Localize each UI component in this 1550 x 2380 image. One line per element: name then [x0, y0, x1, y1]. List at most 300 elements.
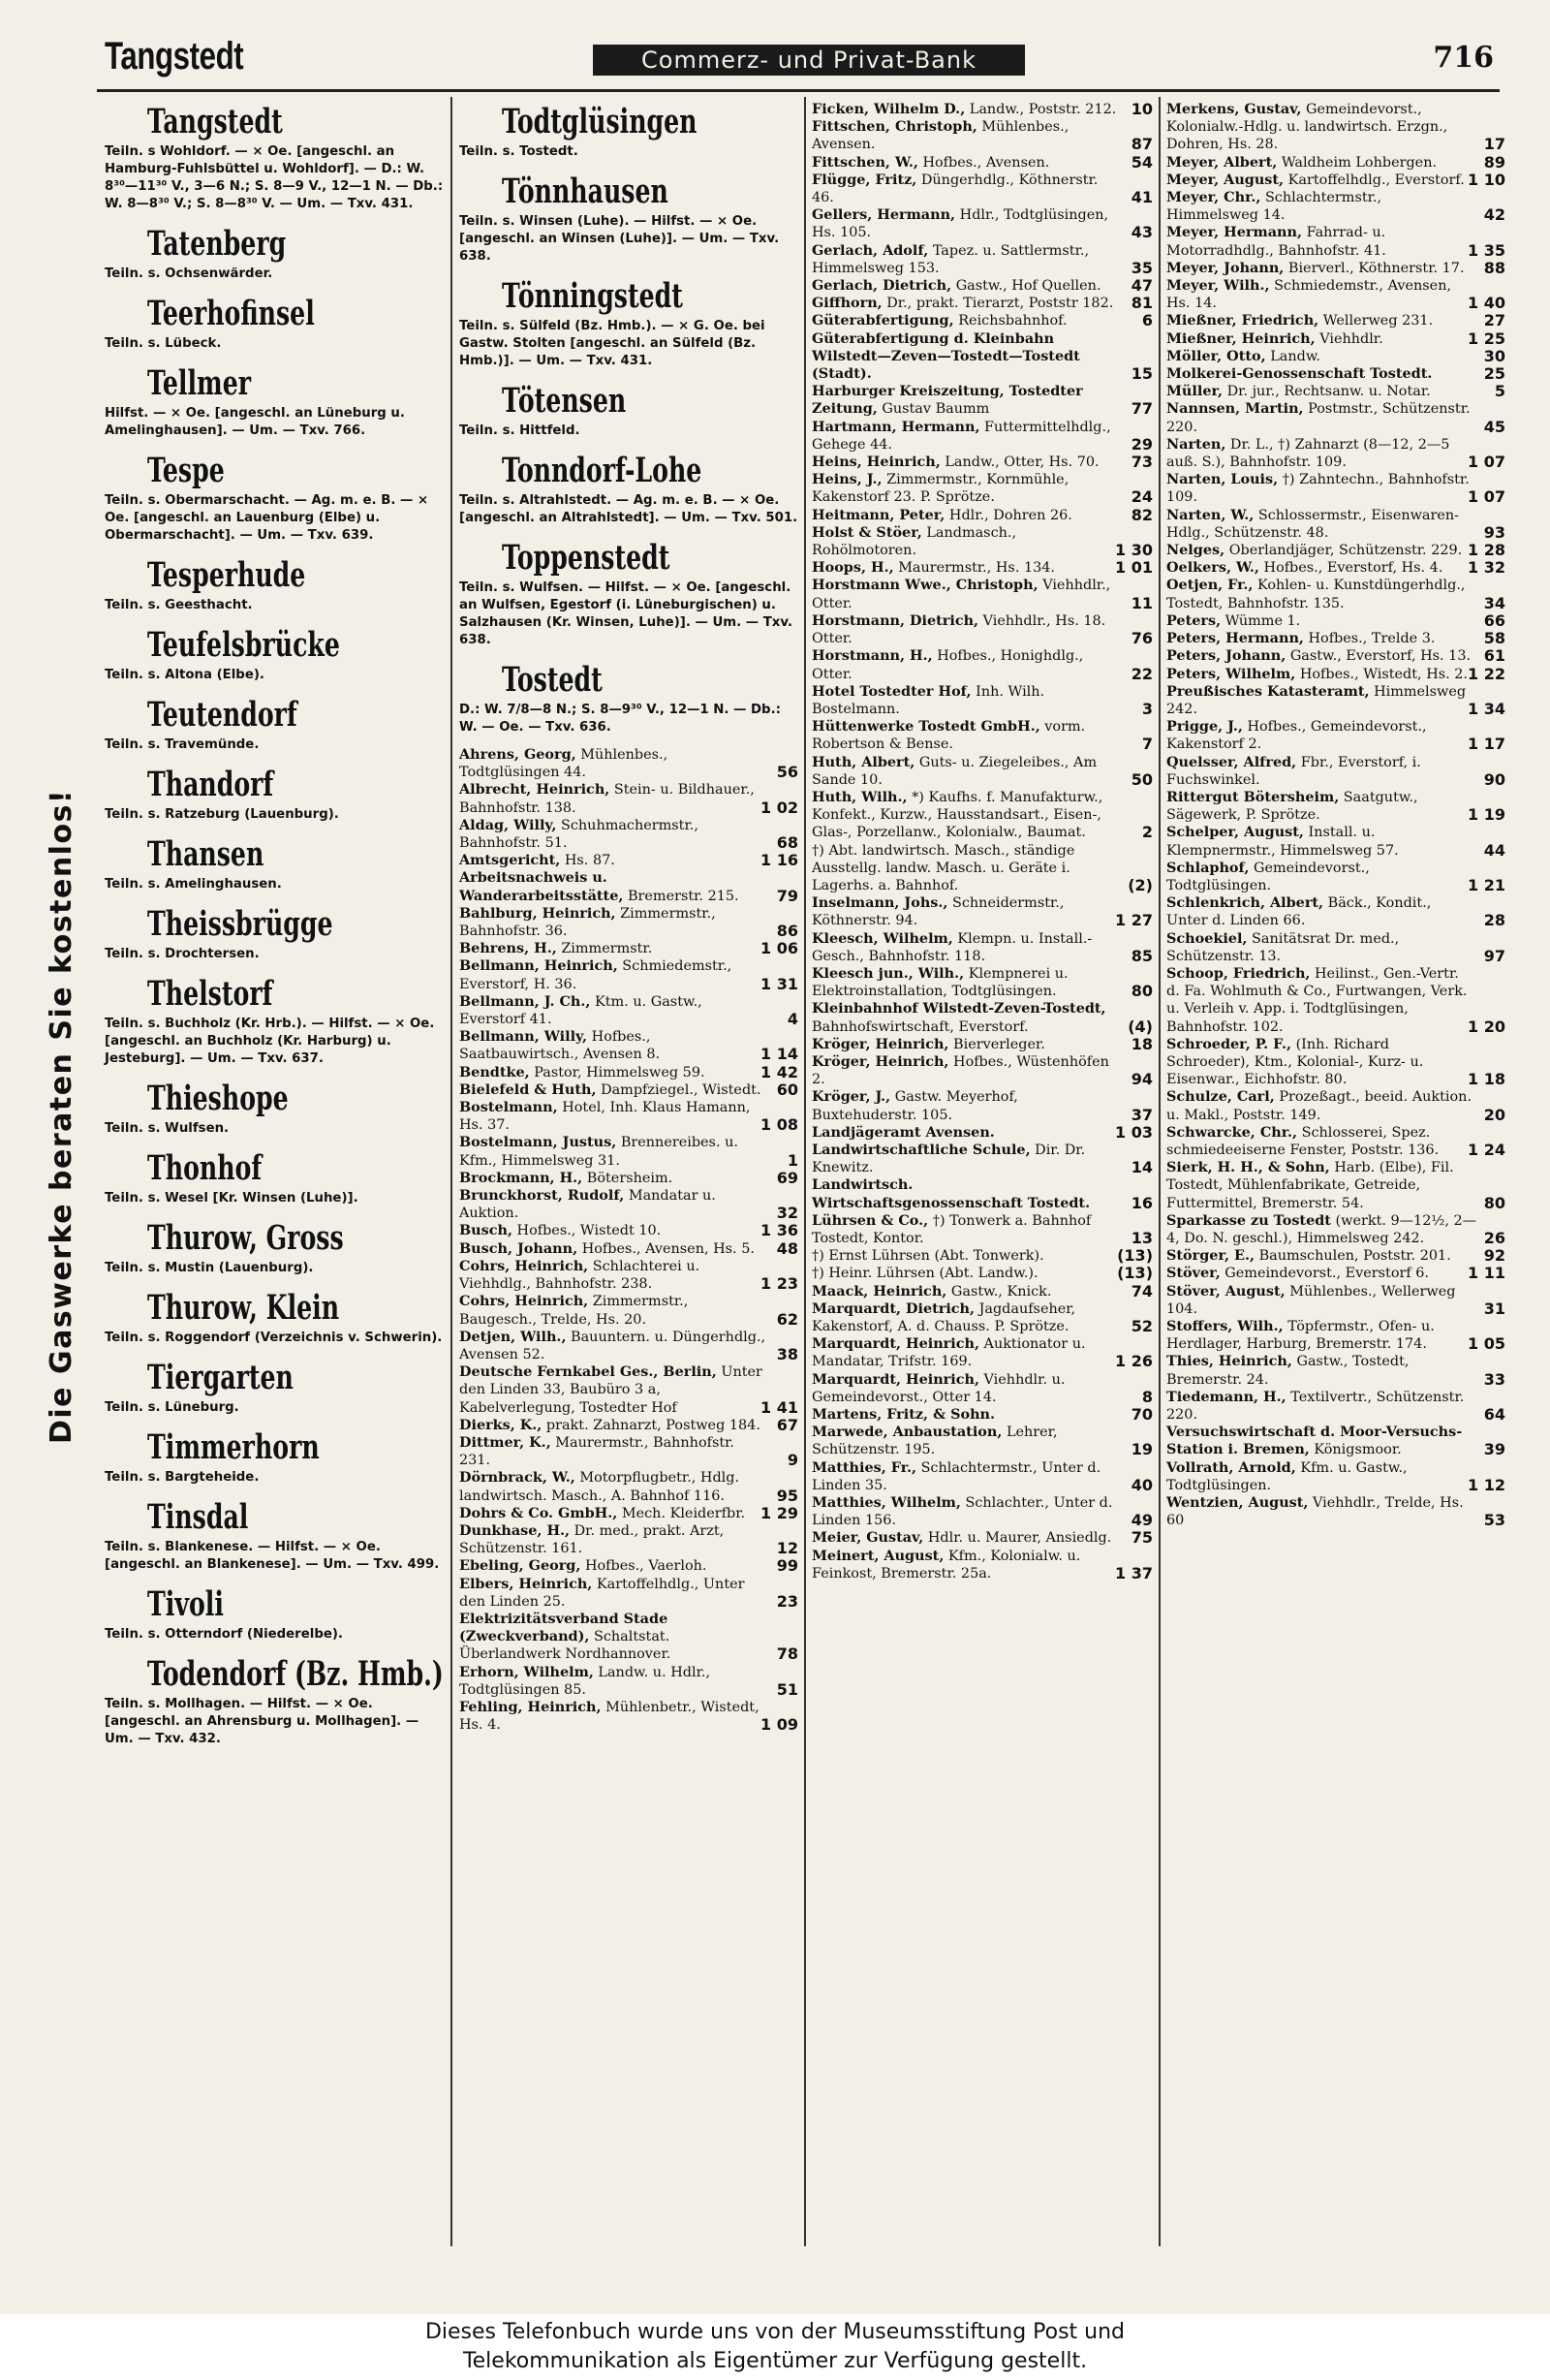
column-2: [459, 101, 798, 1734]
place-info: Teiln. s. Travemünde.: [105, 737, 260, 752]
phone-number: 52: [1131, 1317, 1153, 1336]
subscriber-entry: [812, 612, 1153, 647]
subscriber-entry: [812, 172, 1153, 206]
subscriber-details: Hdlr., Todtglüsingen, Hs. 105.: [812, 207, 1109, 241]
subscriber-name: Giffhorn,: [812, 295, 883, 312]
subscriber-name: Behrens, H.,: [459, 940, 557, 957]
place-name: Tespe: [147, 451, 225, 490]
subscriber-name: Inselmann, Johs.,: [812, 894, 948, 912]
subscriber-details: Hofbes., Wistedt 10.: [516, 1223, 662, 1239]
subscriber-name: Marwede, Anbaustation,: [812, 1424, 1003, 1441]
phone-number: 1 09: [760, 1715, 798, 1735]
phone-number: 20: [1483, 1105, 1505, 1124]
subscriber-name: Schwarcke, Chr.,: [1166, 1123, 1298, 1141]
column-3: [812, 101, 1153, 1582]
subscriber-details: Mech. Kleiderfbr.: [621, 1505, 746, 1521]
subscriber-name: Holst & Stöer,: [812, 523, 922, 541]
subscriber-details: (werkt. 9—12½, 2—4, Do. N. geschl.), Himmelsweg 242.: [1166, 1212, 1477, 1246]
subscriber-details: Zimmermstr., Bahnhofstr. 36.: [459, 905, 716, 940]
phone-number: 1 02: [760, 798, 798, 817]
subscriber-name: Thies, Heinrich,: [1166, 1353, 1292, 1370]
subscriber-name: Schoekiel,: [1166, 929, 1248, 947]
place-info: Teiln. s. Altona (Elbe).: [105, 668, 264, 682]
subscriber-entry: [1166, 224, 1505, 259]
phone-number: 1 29: [760, 1503, 798, 1522]
place-block: [459, 537, 798, 649]
subscriber-entry: [812, 507, 1153, 524]
subscriber-name: Busch, Johann,: [459, 1239, 578, 1257]
place-block: [105, 694, 444, 754]
subscriber-name: Preußisches Katasteramt,: [1166, 682, 1370, 700]
subscriber-entry: [812, 1124, 1153, 1142]
subscriber-entry: [459, 1187, 798, 1222]
subscriber-details: Gastw., Knick.: [950, 1283, 1052, 1300]
subscriber-name: Kröger, Heinrich,: [812, 1035, 949, 1052]
phone-number: 80: [1131, 982, 1153, 1001]
subscriber-details: Fbr., Everstorf, i. Fuchswinkel.: [1166, 754, 1421, 788]
subscriber-details: Viehhdlr., Otter.: [812, 578, 1111, 611]
subscriber-name: Fittschen, W.,: [812, 153, 918, 171]
place-info: D.: W. 7/8—8 N.; S. 8—9³⁰ V., 12—1 N. — Db.: W. — Oe. — Txv. 636.: [459, 703, 781, 735]
place-name: Tinsdal: [147, 1497, 249, 1537]
subscriber-entry: [812, 1088, 1153, 1123]
phone-number: 1 03: [1115, 1122, 1153, 1142]
phone-number: 42: [1483, 205, 1505, 225]
subscriber-name: Peters, Hermann,: [1166, 630, 1304, 647]
subscriber-details: Waldheim Lohbergen.: [1281, 154, 1438, 171]
place-name: Thurow, Klein: [147, 1288, 340, 1328]
phone-number: 60: [776, 1080, 798, 1099]
phone-number: 17: [1483, 135, 1505, 154]
subscriber-entry: [459, 746, 798, 781]
subscriber-details: Bäck., Kondit., Unter d. Linden 66.: [1166, 895, 1432, 929]
subscriber-entry: [1166, 154, 1505, 172]
subscriber-entry: [812, 1247, 1153, 1265]
subscriber-name: Stöver, August,: [1166, 1282, 1286, 1300]
subscriber-details: Hofbes., Everstorf, Hs. 4.: [1263, 560, 1443, 577]
phone-number: 80: [1483, 1193, 1505, 1212]
subscriber-name: Rittergut Bötersheim,: [1166, 788, 1340, 805]
subscriber-name: Merkens, Gustav,: [1166, 101, 1302, 117]
subscriber-entry: [812, 295, 1153, 312]
place-name: Tötensen: [502, 381, 627, 421]
subscriber-entry: [812, 1529, 1153, 1547]
subscriber-entry: [459, 1505, 798, 1522]
phone-number: 1 17: [1468, 735, 1505, 754]
subscriber-details: Auktionator u. Mandatar, Trifstr. 169.: [812, 1336, 1086, 1370]
subscriber-name: Dittmer, K.,: [459, 1433, 551, 1451]
phone-number: 58: [1483, 629, 1505, 648]
place-info: Teiln. s. Otterndorf (Niederelbe).: [105, 1627, 343, 1642]
subscriber-details: Bahnhofswirtschaft, Everstorf.: [812, 1018, 1029, 1035]
subscriber-entry: [812, 1459, 1153, 1494]
subscriber-details: Gemeindevorst., Everstorf 6.: [1224, 1266, 1429, 1282]
phone-number: 14: [1131, 1158, 1153, 1177]
subscriber-name: Marquardt, Dietrich,: [812, 1300, 976, 1317]
phone-number: 39: [1483, 1440, 1505, 1459]
subscriber-entry: [1166, 1088, 1505, 1123]
subscriber-entry: [812, 1335, 1153, 1370]
phone-number: 11: [1131, 593, 1153, 612]
subscriber-details: Klempnerei u. Elektroinstallation, Todtglüsingen.: [812, 965, 1069, 1000]
subscriber-entry: [459, 1170, 798, 1187]
subscriber-name: Schlaphof,: [1166, 859, 1250, 876]
phone-number: 29: [1131, 434, 1153, 454]
subscriber-name: Bostelmann, Justus,: [459, 1134, 617, 1151]
subscriber-details: Hotel, Inh. Klaus Hamann, Hs. 37.: [459, 1100, 751, 1134]
place-block: [105, 833, 444, 893]
subscriber-entry: [459, 1434, 798, 1469]
subscriber-details: Schlosserei, Spez. schmiedeeiserne Fenster, Poststr. 136.: [1166, 1124, 1440, 1158]
subscriber-entry: [1166, 383, 1505, 400]
place-info: Teiln. s. Mustin (Lauenburg).: [105, 1261, 314, 1275]
phone-number: 1 01: [1115, 558, 1153, 578]
subscriber-entry: [812, 842, 1153, 895]
phone-number: 89: [1483, 152, 1505, 172]
subscriber-name: Peters, Johann,: [1166, 647, 1286, 665]
subscriber-details: Düngerhdlg., Köthnerstr. 46.: [812, 172, 1099, 206]
subscriber-details: Zimmermstr.: [561, 941, 653, 957]
phone-number: 51: [776, 1679, 798, 1699]
subscriber-entry: [1166, 1459, 1505, 1494]
subscriber-entry: [1166, 612, 1505, 630]
subscriber-details: †) Zahntechn., Bahnhofstr. 109.: [1166, 472, 1470, 506]
phone-number: 76: [1131, 629, 1153, 648]
phone-number: 73: [1131, 453, 1153, 472]
phone-number: 18: [1131, 1034, 1153, 1053]
phone-number: 1 18: [1468, 1070, 1505, 1089]
subscriber-details: †) Heinr. Lührsen (Abt. Landw.).: [812, 1266, 1038, 1282]
subscriber-details: †) Abt. landwirtsch. Masch., ständige Ausstellg. landw. Masch. u. Geräte i. Lagerhs. a. Bahnhof.: [812, 842, 1075, 893]
footer-line-1: Dieses Telefonbuch wurde uns von der Museumsstiftung Post und: [424, 2320, 1126, 2344]
place-name: Teerhofinsel: [147, 294, 315, 333]
phone-number: 13: [1131, 1229, 1153, 1247]
phone-number: 86: [776, 922, 798, 941]
subscriber-entry: [1166, 1212, 1505, 1247]
subscriber-entry: [459, 940, 798, 957]
subscriber-details: Hdlr., Dohren 26.: [948, 507, 1072, 523]
phone-number: 1 27: [1115, 911, 1153, 930]
place-block: [105, 1426, 444, 1487]
place-name: Thandorf: [147, 765, 274, 804]
subscriber-name: Fehling, Heinrich,: [459, 1698, 602, 1715]
phone-number: 9: [787, 1451, 798, 1470]
subscriber-details: Prozeßagt., beeid. Auktion. u. Makl., Poststr. 149.: [1166, 1089, 1472, 1123]
subscriber-details: Klempn. u. Install.-Gesch., Bahnhofstr. 118.: [812, 930, 1093, 964]
place-name: Theissbrügge: [147, 904, 333, 944]
subscriber-name: Meyer, Johann,: [1166, 259, 1285, 276]
subscriber-details: Hofbes., Avensen, Hs. 5.: [581, 1240, 755, 1257]
phone-number: 16: [1131, 1193, 1153, 1212]
subscriber-name: Martens, Fritz, & Sohn.: [812, 1406, 996, 1424]
subscriber-details: Pastor, Himmelsweg 59.: [534, 1064, 705, 1080]
phone-number: 1 25: [1468, 329, 1505, 348]
place-name: Teufelsbrücke: [147, 625, 340, 665]
phone-number: 61: [1483, 646, 1505, 666]
subscriber-name: Cohrs, Heinrich,: [459, 1257, 589, 1274]
phone-number: 77: [1131, 399, 1153, 419]
place-block: [105, 624, 444, 684]
subscriber-name: Sierk, H. H., & Sohn,: [1166, 1159, 1330, 1176]
subscriber-details: Ktm. u. Gastw., Everstorf 41.: [459, 993, 702, 1028]
phone-number: 74: [1131, 1281, 1153, 1300]
subscriber-details: Schlachter., Unter d. Linden 156.: [812, 1495, 1113, 1529]
place-name: Timmerhorn: [147, 1427, 320, 1467]
place-info: Teiln. s. Lüneburg.: [105, 1400, 239, 1415]
place-info: Teiln. s. Blankenese. — Hilfst. — × Oe. [angeschl. an Blankenese]. — Um. — Txv. 499.: [105, 1540, 440, 1572]
subscriber-entry: [1166, 965, 1505, 1036]
subscriber-entry: [812, 1494, 1153, 1529]
subscriber-entry: [812, 206, 1153, 241]
phone-number: 1 10: [1468, 170, 1505, 189]
subscriber-entry: [1166, 894, 1505, 929]
subscriber-name: Horstmann, H.,: [812, 647, 933, 665]
phone-number: 1 11: [1468, 1264, 1505, 1283]
subscriber-details: Jagdaufseher, Kakenstorf, A. d. Chauss. P. Sprötze.: [812, 1300, 1076, 1335]
phone-number: 66: [1483, 611, 1505, 630]
subscriber-entry: [459, 1699, 798, 1734]
subscriber-name: Landjägeramt Avensen.: [812, 1123, 995, 1141]
subscriber-entry: [1166, 189, 1505, 224]
subscriber-name: Hüttenwerke Tostedt GmbH.,: [812, 718, 1040, 736]
subscriber-details: Viehhdlr.: [1319, 330, 1383, 347]
place-info: Teiln. s. Ratzeburg (Lauenburg).: [105, 807, 339, 822]
phone-number: 34: [1483, 593, 1505, 612]
subscriber-entry: [812, 242, 1153, 277]
subscriber-entry: [459, 1099, 798, 1134]
place-block: [105, 362, 444, 440]
subscriber-name: Heins, Heinrich,: [812, 454, 941, 471]
subscriber-name: Horstmann, Dietrich,: [812, 611, 979, 629]
place-block: [105, 1217, 444, 1277]
subscriber-details: Baumschulen, Poststr. 201.: [1258, 1248, 1451, 1265]
subscriber-details: Install. u. Klempnermstr., Himmelsweg 57.: [1166, 825, 1399, 859]
subscriber-entry: [812, 524, 1153, 559]
subscriber-name: Meinert, August,: [812, 1547, 945, 1564]
subscriber-details: Heilinst., Gen.-Vertr. d. Fa. Wohlmuth & Co., Furtwangen, Verk. u. Verleih v. App. i. Todtglüsingen, Bahnhofstr. 102.: [1166, 965, 1468, 1035]
subscriber-entry: [812, 1406, 1153, 1424]
place-name: Todtglüsingen: [502, 102, 698, 141]
place-info: Teiln. s. Wesel [Kr. Winsen (Luhe)].: [105, 1191, 358, 1206]
phone-number: (13): [1117, 1264, 1153, 1283]
subscriber-name: Matthies, Fr.,: [812, 1458, 916, 1476]
place-name: Tivoli: [147, 1584, 224, 1624]
subscriber-name: Huth, Wilh.,: [812, 788, 908, 805]
subscriber-details: Wellerweg 231.: [1322, 313, 1434, 329]
phone-number: 1 05: [1468, 1334, 1505, 1354]
subscriber-entry: [459, 781, 798, 816]
subscriber-name: Müller,: [1166, 383, 1224, 400]
subscriber-details: Saatgutw., Sägewerk, P. Sprötze.: [1166, 789, 1418, 824]
subscriber-entry: [812, 1036, 1153, 1053]
place-info: Teiln. s. Bargteheide.: [105, 1470, 260, 1485]
subscriber-entry: [812, 1283, 1153, 1300]
subscriber-entry: [812, 312, 1153, 329]
phone-number: 38: [776, 1344, 798, 1363]
subscriber-name: Vollrath, Arnold,: [1166, 1458, 1296, 1476]
place-block: [105, 1357, 444, 1417]
subscriber-entry: [1166, 1036, 1505, 1089]
subscriber-entry: [1166, 542, 1505, 559]
subscriber-details: Hofbes., Trelde 3.: [1308, 631, 1436, 647]
subscriber-entry: [812, 789, 1153, 842]
subscriber-details: (Inh. Richard Schroeder), Ktm., Kolonial-, Kurz- u. Eisenwar., Eichhofstr. 80.: [1166, 1036, 1424, 1088]
side-advert: Die Gaswerke beraten Sie kostenlos!: [45, 788, 78, 1444]
subscriber-details: Gastw., Tostedt, Bremerstr. 24.: [1166, 1354, 1410, 1388]
phone-number: 1 07: [1468, 487, 1505, 507]
subscriber-name: Bielefeld & Huth,: [459, 1080, 597, 1098]
place-block: [105, 554, 444, 614]
subscriber-name: Landwirtsch. Wirtschaftsgenossenschaft Tostedt.: [812, 1176, 1091, 1211]
phone-number: 23: [776, 1591, 798, 1611]
subscriber-details: Bötersheim.: [586, 1170, 673, 1186]
place-name: Tatenberg: [147, 224, 287, 264]
phone-number: 87: [1131, 135, 1153, 154]
phone-number: 5: [1494, 382, 1505, 401]
subscriber-details: Stein- u. Bildhauer., Bahnhofstr. 138.: [459, 782, 755, 816]
subscriber-entry: [1166, 754, 1505, 789]
subscriber-entry: [459, 905, 798, 940]
place-name: Tönnhausen: [502, 172, 668, 211]
subscriber-entry: [459, 1611, 798, 1664]
subscriber-details: Bierverleger.: [953, 1036, 1045, 1052]
phone-number: 93: [1483, 522, 1505, 542]
subscriber-name: Detjen, Wilh.,: [459, 1328, 567, 1345]
subscriber-name: Kleesch, Wilhelm,: [812, 929, 953, 947]
subscriber-entry: [459, 1469, 798, 1504]
subscriber-details: Landw. u. Hdlr., Todtglüsingen 85.: [459, 1664, 711, 1698]
subscriber-entry: [1166, 630, 1505, 647]
subscriber-details: Dampfziegel., Wistedt.: [601, 1081, 761, 1098]
subscriber-details: Wümme 1.: [1224, 612, 1301, 629]
subscriber-name: Elbers, Heinrich,: [459, 1575, 593, 1592]
subscriber-details: Kartoffelhdlg., Everstorf.: [1287, 172, 1465, 188]
subscriber-details: Landw., Poststr. 212.: [969, 102, 1117, 117]
phone-number: 1 16: [760, 851, 798, 870]
subscriber-name: Marquardt, Heinrich,: [812, 1370, 979, 1388]
phone-number: 78: [776, 1644, 798, 1664]
footer-notice: [0, 2314, 1550, 2380]
phone-number: 81: [1131, 294, 1153, 313]
subscriber-details: Inh. Wilh. Bostelmann.: [812, 683, 1045, 717]
phone-number: 1 07: [1468, 453, 1505, 472]
subscriber-entry: [1166, 400, 1505, 435]
subscriber-name: Wentzien, August,: [1166, 1494, 1309, 1512]
subscriber-details: Gemeindevorst., Todtglüsingen.: [1166, 860, 1370, 893]
place-info: Teiln. s. Ochsenwärder.: [105, 266, 273, 281]
subscriber-details: Kfm., Kolonialw. u. Feinkost, Bremerstr. 25a.: [812, 1548, 1081, 1581]
phone-number: 10: [1131, 100, 1153, 118]
subscriber-name: Güterabfertigung,: [812, 312, 954, 329]
subscriber-entry: [459, 1329, 798, 1363]
subscriber-name: Dohrs & Co. GmbH.,: [459, 1504, 618, 1521]
subscriber-entry: [1166, 1494, 1505, 1529]
place-block: [105, 223, 444, 283]
phone-number: 48: [776, 1238, 798, 1258]
subscriber-entry: [812, 454, 1153, 471]
phone-number: 56: [776, 763, 798, 782]
phone-number: 22: [1131, 664, 1153, 683]
subscriber-details: Kfm. u. Gastw., Todtglüsingen.: [1166, 1459, 1408, 1493]
subscriber-name: Erhorn, Wilhelm,: [459, 1663, 594, 1680]
place-block: [105, 903, 444, 963]
subscriber-entry: [1166, 507, 1505, 542]
phone-number: 19: [1131, 1440, 1153, 1459]
subscriber-details: Bierverl., Köthnerstr. 17.: [1287, 260, 1465, 276]
subscriber-entry: [812, 894, 1153, 929]
subscriber-details: prakt. Zahnarzt, Postweg 184.: [545, 1417, 760, 1433]
subscriber-entry: [1166, 1283, 1505, 1318]
subscriber-entry: [812, 383, 1153, 418]
subscriber-details: Schlachtermstr., Himmelsweg 14.: [1166, 190, 1382, 224]
subscriber-entry: [459, 1522, 798, 1557]
subscriber-name: Horstmann Wwe., Christoph,: [812, 577, 1038, 594]
subscriber-entry: [812, 1265, 1153, 1282]
phone-number: 69: [776, 1168, 798, 1187]
phone-number: 1 23: [760, 1274, 798, 1294]
place-info: Teiln. s. Obermarschacht. — Ag. m. e. B. — × Oe. [angeschl. an Lauenburg (Elbe) u. Obermarschacht]. — Um. — Txv. 639.: [105, 493, 429, 543]
subscriber-name: Meier, Gustav,: [812, 1529, 924, 1547]
subscriber-details: Dr. L., †) Zahnarzt (8—12, 2—5 auß. S.), Bahnhofstr. 109.: [1166, 436, 1450, 471]
place-info: Teiln. s. Roggendorf (Verzeichnis v. Schwerin).: [105, 1331, 443, 1345]
subscriber-name: Meyer, August,: [1166, 171, 1285, 188]
place-info: Teiln. s. Winsen (Luhe). — Hilfst. — × Oe. [angeschl. an Winsen (Luhe)]. — Um. — Txv. 638.: [459, 214, 780, 264]
subscriber-entry: [812, 1424, 1153, 1458]
phone-number: 82: [1131, 505, 1153, 524]
subscriber-entry: [459, 957, 798, 992]
subscriber-name: Hoops, H.,: [812, 559, 894, 577]
phone-number: 27: [1483, 311, 1505, 330]
subscriber-details: Landw.: [1270, 348, 1321, 364]
place-name: Tellmer: [147, 363, 252, 403]
subscriber-entry: [459, 852, 798, 869]
column-divider: [804, 97, 806, 2246]
subscriber-details: Schuhmachermstr., Bahnhofstr. 51.: [459, 817, 698, 852]
place-block: [459, 450, 798, 527]
subscriber-details: Sanitätsrat Dr. med., Schützenstr. 13.: [1166, 930, 1400, 964]
phone-number: 31: [1483, 1299, 1505, 1318]
subscriber-details: Landmasch., Rohölmotoren.: [812, 524, 1017, 559]
column-divider: [1159, 97, 1161, 2246]
subscriber-entry: [812, 154, 1153, 172]
subscriber-details: Viehhdlr., Hs. 18. Otter.: [812, 612, 1106, 647]
subscriber-name: Meyer, Albert,: [1166, 153, 1278, 171]
phone-number: 33: [1483, 1369, 1505, 1389]
subscriber-entry: [812, 471, 1153, 506]
place-name: Tiergarten: [147, 1358, 294, 1397]
phone-number: (4): [1128, 1017, 1153, 1036]
subscriber-entry: [459, 1664, 798, 1699]
phone-number: 8: [1141, 1387, 1153, 1406]
subscriber-details: Zimmermstr., Kornmühle, Kakenstorf 23. P. Sprötze.: [812, 472, 1070, 506]
phone-number: 94: [1131, 1070, 1153, 1089]
page-header: [97, 33, 1502, 87]
subscriber-details: Hofbes., Avensen.: [922, 154, 1050, 171]
subscriber-name: Nelges,: [1166, 542, 1225, 559]
subscriber-entry: [812, 277, 1153, 295]
place-name: Tangstedt: [147, 102, 283, 141]
place-info: Teiln. s. Geesthacht.: [105, 598, 253, 612]
phone-number: 95: [776, 1486, 798, 1505]
subscriber-name: Kröger, J.,: [812, 1088, 891, 1106]
phone-number: 88: [1483, 258, 1505, 277]
subscriber-name: Kröger, Heinrich,: [812, 1052, 949, 1070]
subscriber-entry: [1166, 1265, 1505, 1282]
place-name: Teutendorf: [147, 695, 297, 735]
subscriber-name: Schulze, Carl,: [1166, 1088, 1275, 1106]
subscriber-entry: [1166, 1124, 1505, 1159]
column-4: [1166, 101, 1505, 1529]
